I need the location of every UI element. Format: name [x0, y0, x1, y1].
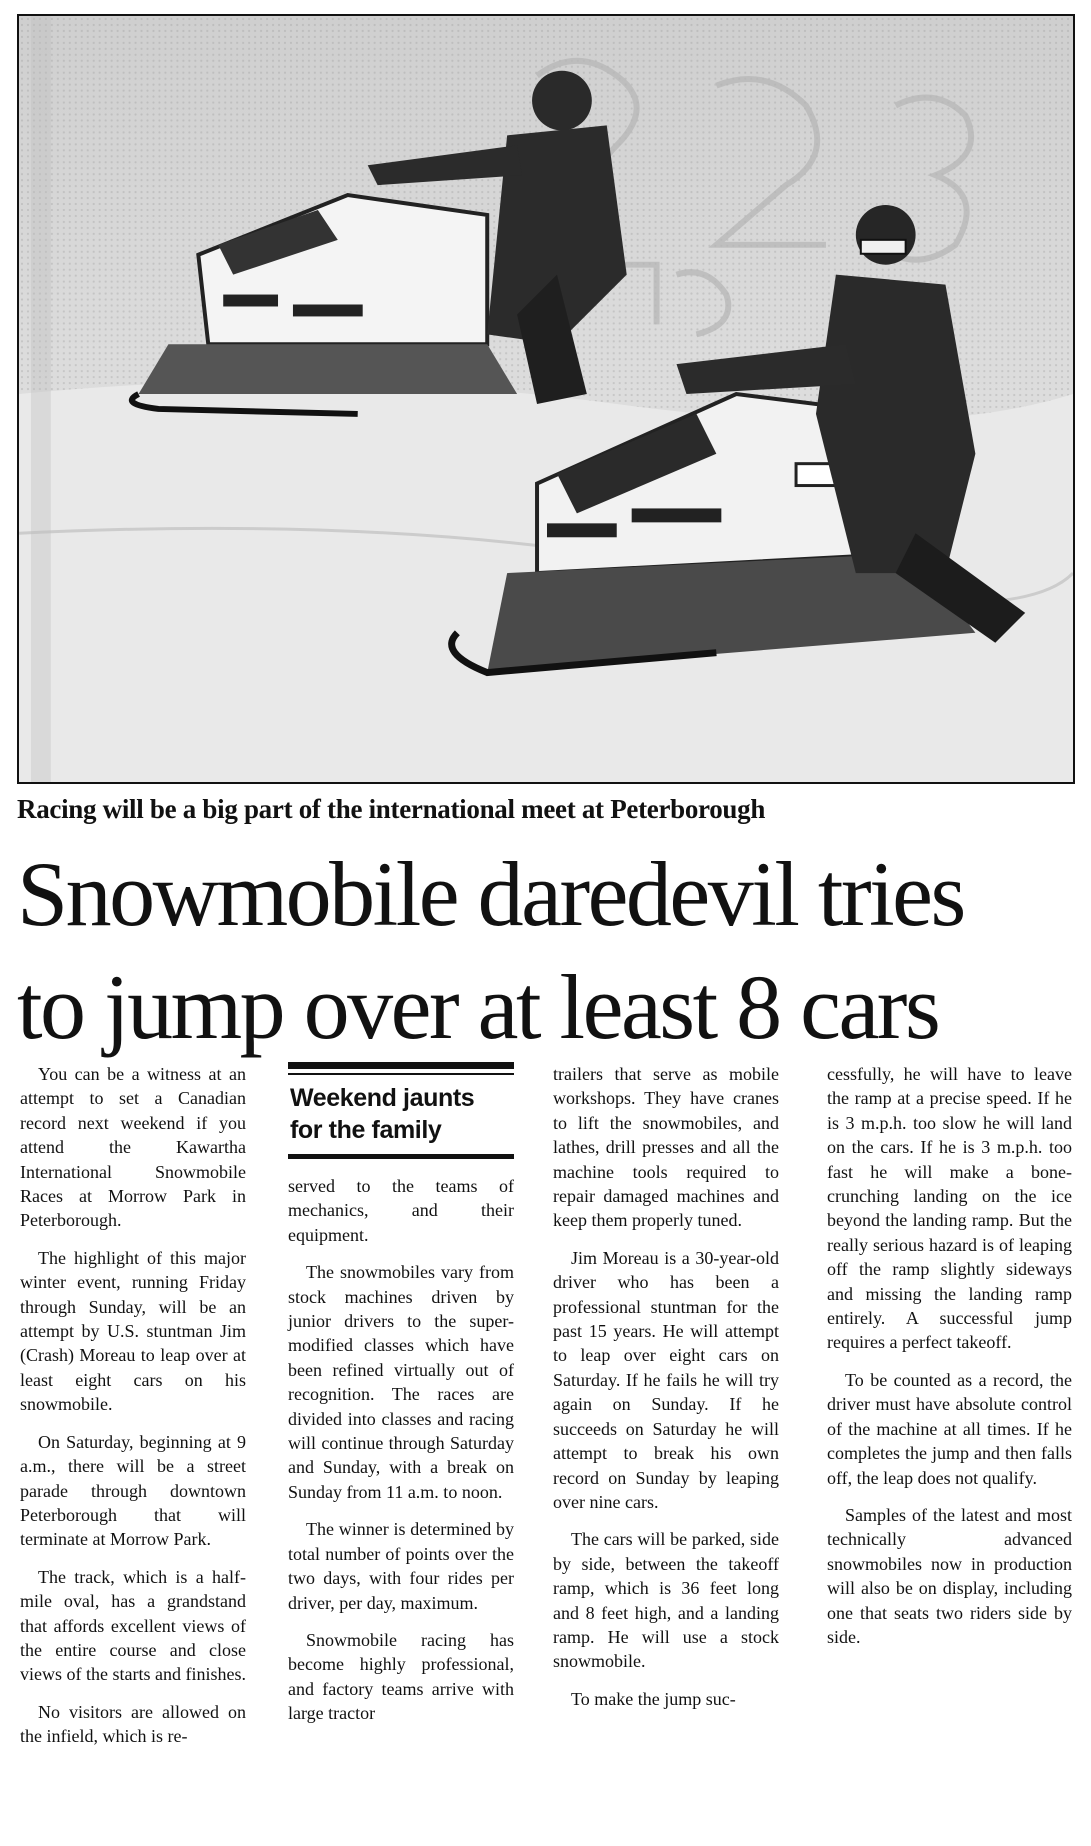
paragraph: To be counted as a record, the driver must have absolute control of the machine at all times. If he completes the jump and then falls off, the leap does not qualify. [827, 1369, 1072, 1488]
snowmobile-racers-photo [17, 14, 1075, 784]
paragraph: On Saturday, beginning at 9 a.m., there will be a street parade through downtown Peterborough that will terminate at Morrow Park. [20, 1431, 246, 1550]
box-title-line-1: Weekend jaunts [290, 1084, 475, 1112]
box-rule-bottom [288, 1154, 514, 1159]
paragraph: trailers that serve as mobile workshops. They have cranes to lift the snowmobiles, and lathes, drill presses and all the machine tools required to repair damaged machines and keep them properly tuned. [553, 1064, 779, 1231]
article-column-3 [553, 1062, 779, 1724]
paragraph: Jim Moreau is a 30-year-old driver who has been a professional stuntman for the past 15 years. He will attempt to leap over eight cars on Saturday. If he fails he will try again on Sunday. If he succeeds on Saturday he will attempt to break his own record on Sunday by leaping over nine cars. [553, 1247, 779, 1512]
box-title-line-2: for the family [290, 1116, 442, 1144]
paragraph: To make the jump suc- [571, 1688, 736, 1709]
paragraph: The track, which is a half-mile oval, has a grandstand that affords excellent views of the entire course and close views of the starts and finishes. [20, 1566, 246, 1685]
paragraph: You can be a witness at an attempt to set a Canadian record next weekend if you attend the Kawartha International Snowmobile Races at Morrow Park in Peterborough. [20, 1064, 246, 1231]
paragraph: Snowmobile racing has become highly professional, and factory teams arrive with large tractor [288, 1629, 514, 1724]
paragraph: The cars will be parked, side by side, between the takeoff ramp, which is 36 feet long and 8 feet high, and a landing ramp. He will use a stock snowmobile. [553, 1529, 779, 1672]
article-column-1 [20, 1062, 246, 1762]
paragraph: The winner is determined by total number of points over the two days, with four rides per driver, per day, maximum. [288, 1519, 514, 1613]
paragraph: Samples of the latest and most technically advanced snowmobiles now in production will also be on display, including one that seats two riders side by side. [827, 1504, 1072, 1647]
headline [17, 838, 1075, 1064]
paragraph: served to the teams of mechanics, and their equipment. [288, 1176, 514, 1245]
paragraph: cessfully, he will have to leave the ramp at a precise speed. If he is 3 m.p.h. too slow he will land on the cars. If he is 3 m.p.h. too fast he will make a bone-crunching landing on the ice beyond the landing ramp. But the really serious hazard is of leaping off the ramp slightly sideways and missing the landing ramp entirely. A successful jump requires a perfect takeoff. [827, 1064, 1072, 1353]
article-column-2 [288, 1062, 514, 1739]
sidebar-box-header [288, 1062, 514, 1159]
paragraph: The highlight of this major winter event, running Friday through Sunday, will be an attempt by U.S. stuntman Jim (Crash) Moreau to leap over at least eight cars on his snowmobile. [20, 1247, 246, 1415]
headline-line-2: to jump over at least 8 cars [17, 956, 939, 1058]
photo-illustration [19, 16, 1073, 782]
box-rule-thin [288, 1073, 514, 1075]
article-column-4 [827, 1062, 1072, 1662]
box-rule-top [288, 1062, 514, 1069]
photo-caption: Racing will be a big part of the international meet at Peterborough [17, 794, 766, 824]
paragraph: No visitors are allowed on the infield, which is re- [20, 1701, 246, 1747]
paragraph: The snowmobiles vary from stock machines driven by junior drivers to the super-modified classes which have been refined virtually out of recognition. The races are divided into classes and racing will continue through Saturday and Sunday, with a break on Sunday from 11 a.m. to noon. [288, 1262, 514, 1502]
headline-line-1: Snowmobile daredevil tries [17, 843, 964, 945]
